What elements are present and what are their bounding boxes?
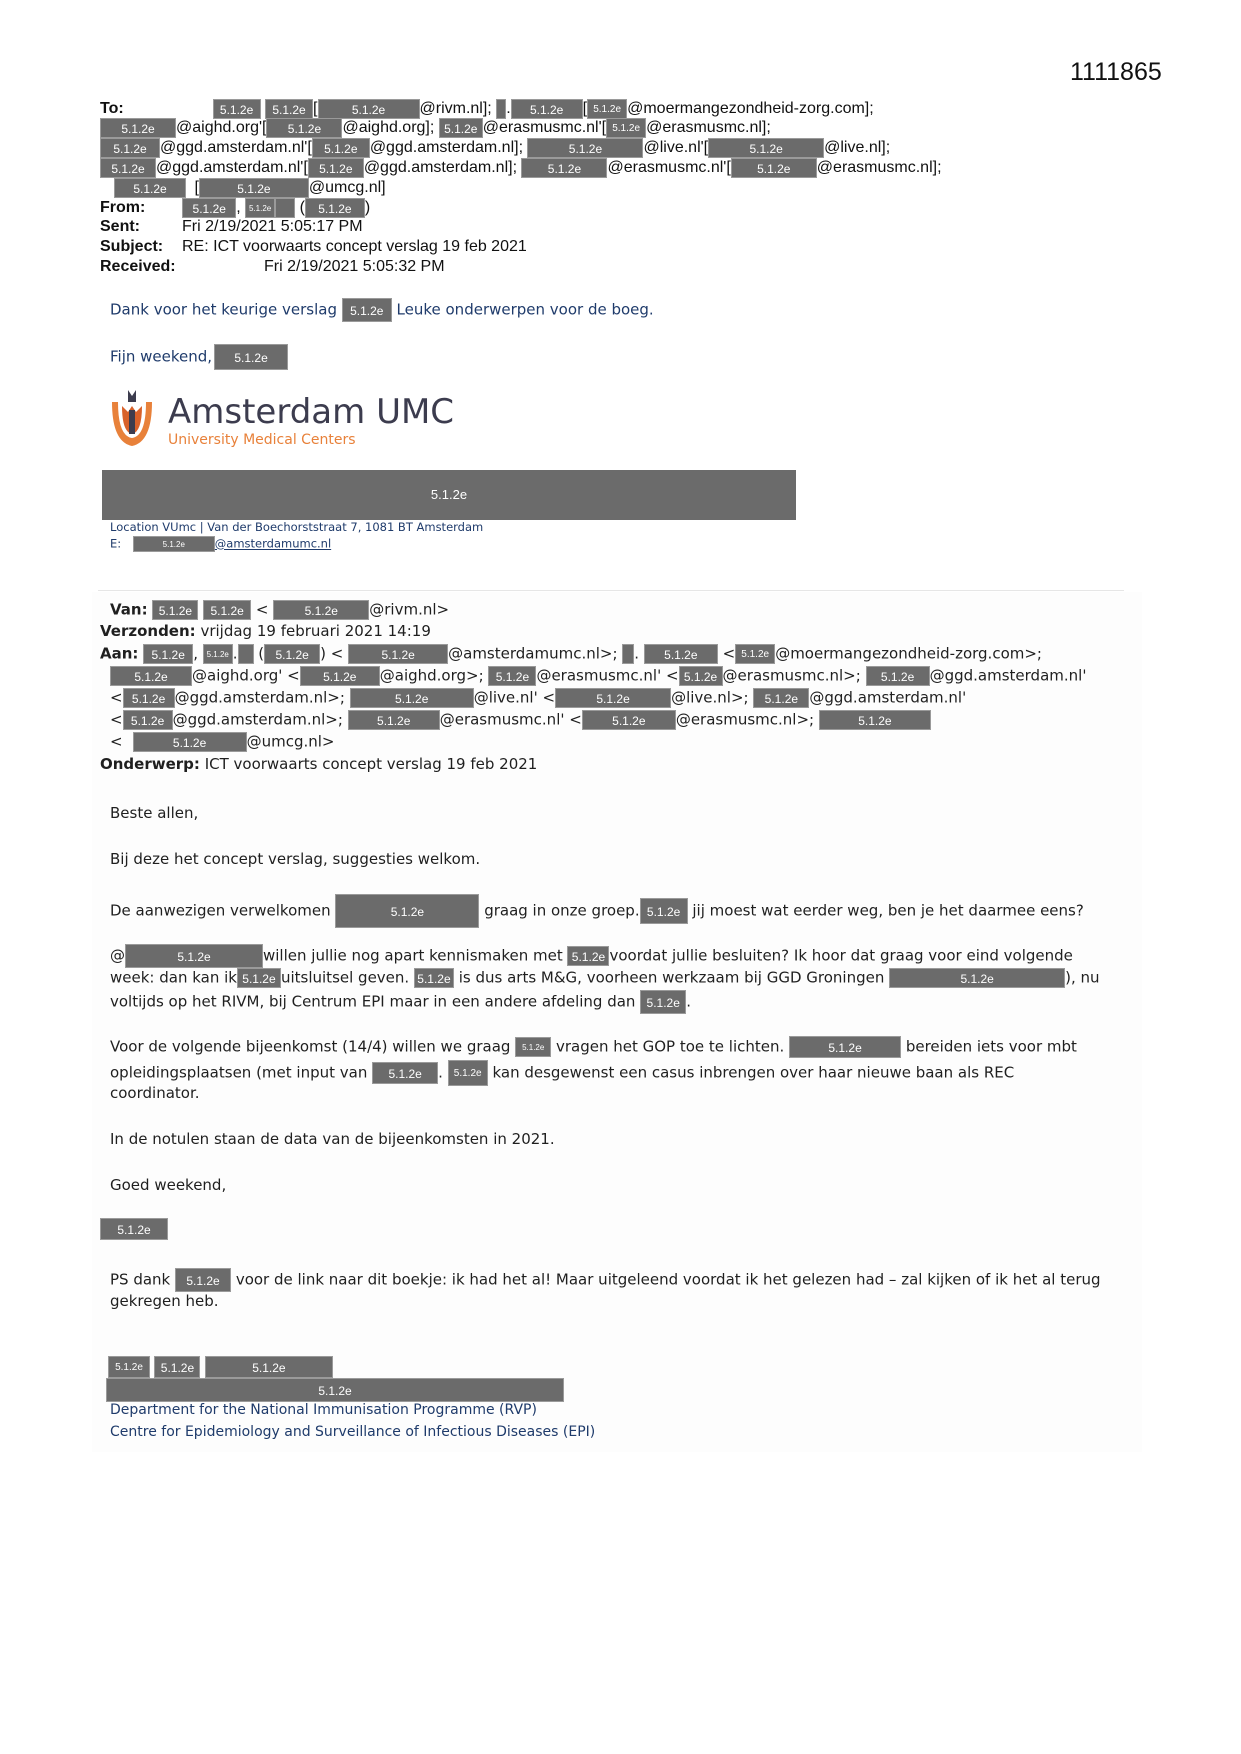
redaction: 5.1.2e bbox=[110, 666, 192, 686]
address-text: @erasmusmc.nl>; bbox=[675, 710, 815, 729]
address-text: @moermangezondheid-zorg.com]; bbox=[627, 100, 874, 118]
body-text: Voor de volgende bijeenkomst (14/4) willen we graag bbox=[110, 1037, 511, 1056]
verzonden-label: Verzonden: bbox=[100, 622, 196, 640]
redaction: 5.1.2e bbox=[114, 178, 186, 198]
redaction: 5.1.2e bbox=[708, 138, 824, 158]
redaction: 5.1.2e bbox=[205, 1356, 333, 1378]
from-line: From: 5.1.2e , 5.1.2e ( 5.1.2e ) bbox=[100, 199, 371, 217]
redaction: 5.1.2e bbox=[264, 644, 320, 664]
body-text: week: dan kan ik bbox=[110, 968, 237, 987]
paragraph-4-line-2: opleidingsplaatsen (met input van 5.1.2e . 5.1.2e kan desgewenst een casus inbrengen over haar nieuwe baan als REC bbox=[110, 1060, 1014, 1086]
redaction: 5.1.2e bbox=[644, 644, 718, 664]
body-text: kan desgewenst een casus inbrengen over haar nieuwe baan als REC bbox=[492, 1063, 1015, 1082]
aan-line-3: < 5.1.2e @ggd.amsterdam.nl>; 5.1.2e @live.nl' < 5.1.2e @live.nl>; 5.1.2e @ggd.amsterdam.nl' bbox=[110, 688, 967, 707]
ps-line-2: gekregen heb. bbox=[110, 1292, 219, 1310]
redaction: 5.1.2e bbox=[735, 644, 775, 664]
body-text: jij moest wat eerder weg, ben je het daarmee eens? bbox=[692, 901, 1084, 920]
redaction: 5.1.2e bbox=[342, 298, 392, 322]
body-text: uitsluitsel geven. bbox=[280, 968, 410, 987]
onderwerp-value: ICT voorwaarts concept verslag 19 feb 2021 bbox=[204, 755, 538, 773]
redaction: 5.1.2e bbox=[521, 158, 607, 178]
redaction bbox=[622, 644, 634, 664]
address-text: @live.nl' < bbox=[473, 688, 556, 707]
aan-line-5: < 5.1.2e @umcg.nl> bbox=[110, 732, 335, 751]
from-label: From: bbox=[100, 199, 146, 217]
redaction: 5.1.2e bbox=[753, 688, 809, 708]
redaction: 5.1.2e bbox=[123, 688, 175, 708]
body-text: voordat jullie besluiten? Ik hoor dat graag voor eind volgende bbox=[609, 946, 1073, 965]
redaction: 5.1.2e bbox=[819, 710, 931, 730]
address-text: @umcg.nl] bbox=[308, 179, 386, 197]
redaction: 5.1.2e bbox=[515, 1037, 551, 1057]
redaction: 5.1.2e bbox=[182, 198, 236, 218]
address-text: @umcg.nl> bbox=[246, 732, 335, 751]
redaction: 5.1.2e bbox=[100, 118, 176, 138]
redaction: 5.1.2e bbox=[152, 600, 198, 620]
address-text: @aighd.org'[ bbox=[176, 119, 267, 137]
redaction: 5.1.2e bbox=[448, 1060, 488, 1086]
address-text: @ggd.amsterdam.nl'[ bbox=[156, 159, 308, 177]
onderwerp-label: Onderwerp: bbox=[100, 755, 200, 773]
redaction: 5.1.2e bbox=[214, 344, 288, 370]
subject-line bbox=[100, 238, 527, 256]
address-text: @erasmusmc.nl]; bbox=[646, 119, 771, 137]
body-text: opleidingsplaatsen (met input van bbox=[110, 1063, 368, 1082]
redaction: 5.1.2e bbox=[640, 898, 688, 924]
redaction: 5.1.2e bbox=[133, 732, 247, 752]
redaction: 5.1.2e bbox=[348, 710, 440, 730]
redaction: 5.1.2e bbox=[606, 118, 646, 138]
sender-redaction bbox=[100, 1218, 168, 1240]
address-text: @erasmusmc.nl>; bbox=[722, 666, 861, 685]
sent-label: Sent: bbox=[100, 218, 140, 235]
aan-line-4: < 5.1.2e @ggd.amsterdam.nl>; 5.1.2e @erasmusmc.nl' < 5.1.2e @erasmusmc.nl>; 5.1.2e bbox=[110, 710, 931, 730]
reply-text: Leuke onderwerpen voor de boeg. bbox=[396, 300, 654, 319]
sent-value: Fri 2/19/2021 5:05:17 PM bbox=[182, 218, 363, 235]
redaction: 5.1.2e bbox=[133, 536, 215, 552]
subject-label: Subject: bbox=[100, 238, 164, 255]
address-text: @live.nl>; bbox=[671, 688, 749, 707]
paragraph-2 bbox=[110, 894, 1084, 928]
address-text: @aighd.org' < bbox=[192, 666, 300, 685]
to-line-2 bbox=[100, 118, 771, 138]
redaction: 5.1.2e bbox=[567, 946, 609, 966]
redaction: 5.1.2e bbox=[889, 968, 1065, 988]
redaction: 5.1.2e bbox=[100, 158, 156, 178]
redaction: 5.1.2e bbox=[245, 198, 275, 218]
aan-line-1: Aan: 5.1.2e , 5.1.2e . ( 5.1.2e ) < 5.1.2e @amsterdamumc.nl>; . 5.1.2e < 5.1.2e @moermangezondheid-zorg.com>; bbox=[100, 644, 1042, 663]
verzonden-line bbox=[100, 622, 431, 640]
email-label: E: bbox=[110, 536, 122, 551]
address-text: @live.nl'[ bbox=[643, 139, 709, 157]
body-text: bereiden iets voor mbt bbox=[905, 1037, 1077, 1056]
body-text: voor de link naar dit boekje: ik had het al! Maar uitgeleend voordat ik het gelezen had – zal kijken of ik het al terug bbox=[235, 1270, 1101, 1289]
redaction: 5.1.2e bbox=[308, 158, 364, 178]
redaction: 5.1.2e bbox=[335, 894, 479, 928]
body-text: vragen het GOP toe te lichten. bbox=[555, 1037, 785, 1056]
address-text: @ggd.amsterdam.nl' bbox=[809, 688, 967, 707]
body-text: is dus arts M&G, voorheen werkzaam bij GGD Groningen bbox=[458, 968, 885, 987]
address-text: @erasmusmc.nl'[ bbox=[607, 159, 731, 177]
received-label: Received: bbox=[100, 258, 176, 275]
redaction: 5.1.2e bbox=[312, 138, 370, 158]
signature-email-line bbox=[110, 536, 331, 552]
subject-value: RE: ICT voorwaarts concept verslag 19 feb 2021 bbox=[182, 238, 527, 255]
to-line-5: 5.1.2e [ 5.1.2e @umcg.nl] bbox=[100, 178, 386, 198]
redaction: 5.1.2e bbox=[265, 99, 313, 119]
redaction: 5.1.2e bbox=[300, 666, 380, 686]
address-text: @ggd.amsterdam.nl'[ bbox=[160, 139, 312, 157]
redaction: 5.1.2e bbox=[348, 644, 448, 664]
redaction: 5.1.2e bbox=[318, 99, 420, 119]
redaction: 5.1.2e bbox=[199, 178, 309, 198]
redaction bbox=[496, 99, 506, 119]
paragraph-5: In de notulen staan de data van de bijeenkomsten in 2021. bbox=[110, 1130, 555, 1148]
redaction: 5.1.2e bbox=[582, 710, 676, 730]
redaction: 5.1.2e bbox=[175, 1268, 231, 1292]
signature-email-link[interactable]: @amsterdamumc.nl bbox=[214, 536, 332, 551]
to-line-3 bbox=[100, 138, 890, 158]
redaction: 5.1.2e bbox=[350, 688, 474, 708]
van-label: Van: bbox=[110, 600, 148, 619]
redaction: 5.1.2e bbox=[439, 118, 483, 138]
redaction: 5.1.2e bbox=[213, 99, 261, 119]
redaction: 5.1.2e bbox=[511, 99, 583, 119]
closing: Goed weekend, bbox=[110, 1176, 227, 1194]
divider bbox=[98, 590, 1124, 591]
amsterdam-umc-logo bbox=[108, 388, 468, 458]
redaction: 5.1.2e bbox=[731, 158, 817, 178]
to-line-1: To: 5.1.2e 5.1.2e [ 5.1.2e @rivm.nl]; . 5.1.2e [ 5.1.2e @moermangezondheid-zorg.com]; bbox=[100, 100, 874, 118]
redaction: 5.1.2e bbox=[266, 118, 342, 138]
paragraph-4-line-1 bbox=[110, 1036, 1077, 1058]
address-text: @ggd.amsterdam.nl>; bbox=[172, 710, 343, 729]
reply-line-1 bbox=[110, 298, 654, 322]
reply-line-2 bbox=[110, 344, 288, 370]
address-text: @aighd.org]; bbox=[342, 119, 435, 137]
reply-text: Dank voor het keurige verslag bbox=[110, 300, 337, 319]
logo-name: Amsterdam UMC bbox=[168, 392, 455, 432]
redaction bbox=[238, 644, 254, 664]
department-line-1: Department for the National Immunisation Programme (RVP) bbox=[110, 1402, 537, 1418]
verzonden-value: vrijdag 19 februari 2021 14:19 bbox=[200, 622, 431, 640]
paragraph-1: Bij deze het concept verslag, suggesties welkom. bbox=[110, 850, 481, 868]
redaction: 5.1.2e bbox=[108, 1356, 150, 1378]
van-line: Van: 5.1.2e 5.1.2e < 5.1.2e @rivm.nl> bbox=[110, 600, 450, 619]
page-number: 1111865 bbox=[1070, 58, 1162, 86]
redaction: 5.1.2e bbox=[527, 138, 643, 158]
redaction: 5.1.2e bbox=[273, 600, 369, 620]
sent-line bbox=[100, 218, 363, 236]
redaction: 5.1.2e bbox=[143, 644, 193, 664]
body-text: PS dank bbox=[110, 1270, 171, 1289]
redaction: 5.1.2e bbox=[414, 968, 454, 988]
body-text: voltijds op het RIVM, bij Centrum EPI maar in een andere afdeling dan bbox=[110, 992, 636, 1011]
department-line-2: Centre for Epidemiology and Surveillance of Infectious Diseases (EPI) bbox=[110, 1424, 596, 1440]
redaction bbox=[275, 198, 295, 218]
redaction: 5.1.2e bbox=[372, 1062, 438, 1084]
aan-label: Aan: bbox=[100, 644, 139, 663]
logo-subtitle: University Medical Centers bbox=[168, 432, 356, 448]
paragraph-4-line-3: coordinator. bbox=[110, 1084, 200, 1102]
redaction: 5.1.2e bbox=[679, 666, 723, 686]
address-text: @amsterdamumc.nl>; bbox=[448, 644, 618, 663]
address-text: @ggd.amsterdam.nl>; bbox=[174, 688, 345, 707]
redaction: 5.1.2e bbox=[587, 99, 627, 119]
onderwerp-line bbox=[100, 755, 537, 773]
signature-redactions bbox=[108, 1356, 333, 1378]
redaction: 5.1.2e bbox=[125, 944, 263, 968]
redaction: 5.1.2e bbox=[237, 968, 281, 988]
address-text: @rivm.nl> bbox=[369, 600, 450, 619]
address-text: @ggd.amsterdam.nl' bbox=[929, 666, 1087, 685]
tulip-icon bbox=[108, 388, 156, 450]
received-line bbox=[100, 258, 445, 276]
redaction: 5.1.2e bbox=[154, 1356, 200, 1378]
received-value: Fri 2/19/2021 5:05:32 PM bbox=[264, 258, 445, 275]
greeting: Beste allen, bbox=[110, 804, 199, 822]
address-text: @ggd.amsterdam.nl]; bbox=[369, 139, 524, 157]
signature-name-bar bbox=[106, 1378, 564, 1402]
aan-line-2 bbox=[110, 666, 1086, 686]
to-label: To: bbox=[100, 100, 124, 118]
reply-text: Fijn weekend, bbox=[110, 347, 213, 366]
redaction: 5.1.2e bbox=[100, 1218, 168, 1240]
redaction: 5.1.2e bbox=[640, 990, 686, 1014]
redaction: 5.1.2e bbox=[488, 666, 536, 686]
address-text: @live.nl]; bbox=[824, 139, 891, 157]
body-text: willen jullie nog apart kennismaken met bbox=[263, 946, 563, 965]
address-text: @ggd.amsterdam.nl]; bbox=[363, 159, 518, 177]
address-text: @erasmusmc.nl' < bbox=[536, 666, 679, 685]
redaction: 5.1.2e bbox=[123, 710, 173, 730]
address-text: @erasmusmc.nl'[ bbox=[482, 119, 607, 137]
address-text: @rivm.nl]; bbox=[419, 100, 492, 118]
to-line-4 bbox=[100, 158, 942, 178]
body-text: graag in onze groep. bbox=[484, 901, 640, 920]
redacted-signature-name: 5.1.2e bbox=[102, 470, 796, 520]
redaction: 5.1.2e bbox=[789, 1036, 901, 1058]
paragraph-3-line-3: voltijds op het RIVM, bij Centrum EPI maar in een andere afdeling dan 5.1.2e . bbox=[110, 990, 691, 1014]
redaction: 5.1.2e bbox=[555, 688, 671, 708]
ps-line-1 bbox=[110, 1268, 1101, 1292]
address-text: @moermangezondheid-zorg.com>; bbox=[775, 644, 1042, 663]
redaction: 5.1.2e bbox=[305, 198, 365, 218]
redaction: 5.1.2e bbox=[106, 1378, 564, 1402]
paragraph-3-line-1: @ 5.1.2e willen jullie nog apart kennismaken met 5.1.2e voordat jullie besluiten? Ik hoor dat graag voor eind volgende bbox=[110, 944, 1073, 968]
address-text: @erasmusmc.nl]; bbox=[816, 159, 942, 177]
redaction: 5.1.2e bbox=[100, 138, 160, 158]
address-text: @erasmusmc.nl' < bbox=[439, 710, 582, 729]
body-text: ), nu bbox=[1065, 968, 1100, 987]
redaction: 5.1.2e bbox=[203, 600, 251, 620]
paragraph-3-line-2 bbox=[110, 968, 1100, 988]
signature-location: Location VUmc | Van der Boechorststraat 7, 1081 BT Amsterdam bbox=[110, 520, 484, 534]
body-text: De aanwezigen verwelkomen bbox=[110, 901, 331, 920]
redaction: 5.1.2e bbox=[866, 666, 930, 686]
redaction: 5.1.2e bbox=[203, 644, 233, 664]
address-text: @aighd.org>; bbox=[379, 666, 484, 685]
